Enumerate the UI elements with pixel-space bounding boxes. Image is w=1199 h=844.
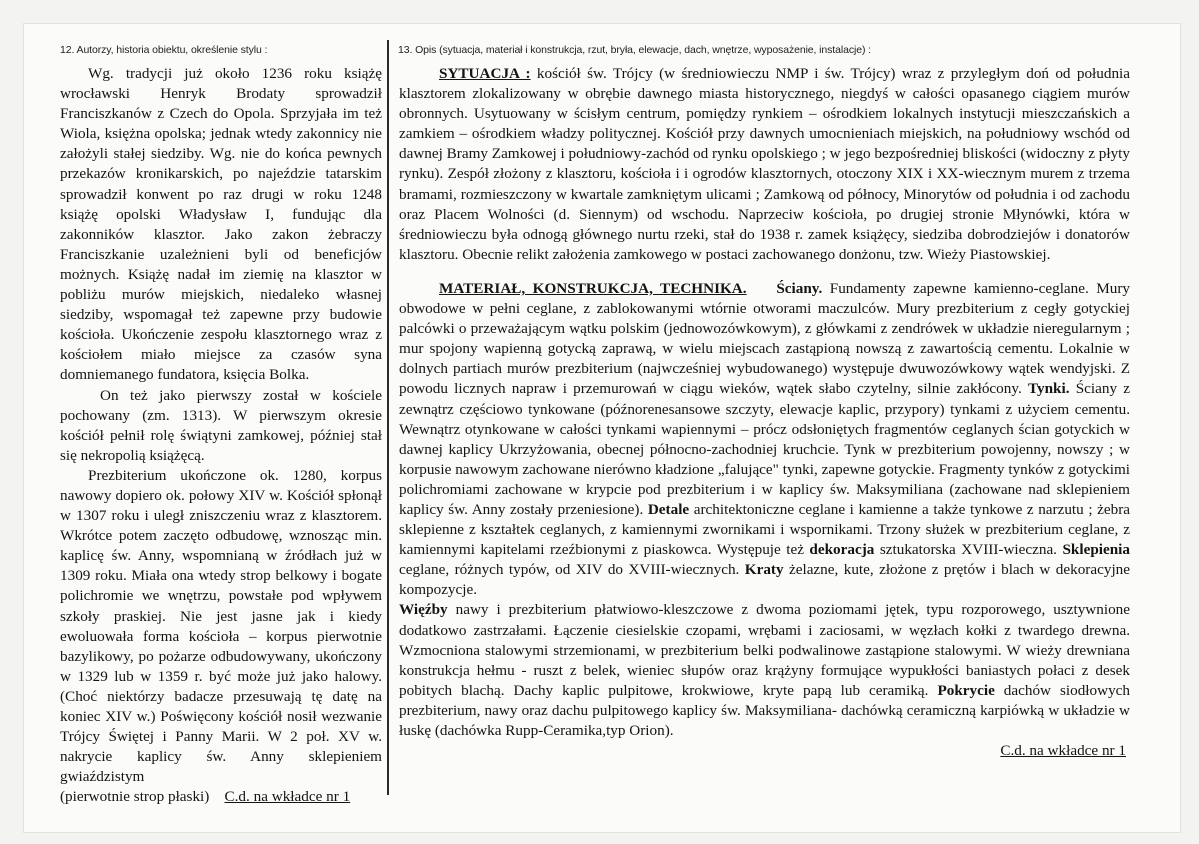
continued-line	[399, 741, 1130, 761]
continued-on-insert-link-right[interactable]: C.d. na wkładce nr 1	[1000, 742, 1126, 760]
history-paragraph-2: On też jako pierwszy został w kościele pochowany (zm. 1313). W pierwszym okresie kościół pełnił rolę świątyni zamkowej, później stał się nekropolią książęcą.	[60, 386, 382, 464]
situation-paragraph	[399, 64, 1130, 265]
roofing-keyword: Pokrycie	[937, 681, 995, 699]
vaults-text: ceglane, różnych typów, od XIV do XVIII-wiecznych.	[399, 561, 740, 579]
vaults-keyword: Sklepienia	[1062, 541, 1130, 559]
history-paragraph-3: Prezbiterium ukończone ok. 1280, korpus nawowy dopiero ok. połowy XIV w. Kościół spłonął w 1307 roku i uległ zniszczeniu wraz z klasztorem. Wkrótce potem zaczęto odbudowę, wznosząc min. kaplicę św. Anny, wspomnianą w źródłach już w 1309 roku. Miała ona wtedy strop belkowy i bogate polichromie we wnętrzu, powstałe pod wpływem szkoły praskiej. Nie jest jasne jak i kiedy ewoluowała forma kościoła – korpus pierwotnie bazylikowy, po pożarze odbudowywany, ukończony w 1329 lub w 1359 r. być może już jako halowy. (Choć niektórzy badacze przesuwają tę datę na koniec XIV w.) Poświęcony kościół nosił wezwanie Trójcy Świętej i Panny Marii. W 2 poł. XV w. nakrycie kaplicy św. Anny sklepieniem gwiaździstym	[60, 466, 382, 786]
history-paragraph-3-last-line	[60, 787, 382, 807]
history-last-text: (pierwotnie strop płaski)	[60, 788, 210, 806]
history-column	[60, 64, 382, 807]
plaster-keyword: Tynki.	[1027, 380, 1070, 398]
section-12-header: 12. Autorzy, historia obiektu, określenie stylu :	[60, 44, 268, 56]
plaster-text: Ściany z zewnątrz częściowo tynkowane (późnorenesansowe szczyty, elewacje kaplic, przypory) tynkami z użyciem cementu. Wewnątrz otynkowane w całości tynkami wapiennymi – prócz odsłoniętych fragmentów ceglanych ścian gotyckich w dawnej kaplicy Ukrzyżowania, obecnej północno-zachodniej kruchcie. Tynk w prezbiterium powojenny, nowszy ; w korpusie nawowym zachowane nierówno kładzione „falujące" tynki, zapewne gotyckie. Fragmenty tynków z gotyckimi polichromiami zachowane w krypcie pod prezbiterium i w kaplicy św. Maksymiliana (zachowane nad sklepieniem kaplicy św. Anny zostały przeniesione).	[399, 380, 1130, 518]
grilles-text: żelazne, kute, złożone z prętów i blach w dekoracyjne kompozycje.	[399, 561, 1130, 599]
description-column	[399, 64, 1130, 761]
trusses-text: nawy i prezbiterium płatwiowo-kleszczowe z dwoma poziomami jętek, typu rozporowego, usztywnione dodatkowo zastrzałami. Łączenie ciesielskie czopami, wrębami i zaciosami, w węzłach kołki z twardego drewna. Wzmocniona stalowymi strzemionami, w prezbiterium belki podwalinowe zastąpione stalowymi. W wieży drewniana konstrukcja hełmu - ruszt z belek, wieniec słupów oraz krążyny formujące wypukłości baniastych połaci z desek pobitych blachą. Dachy kaplic pulpitowe, krokwiowe, kryte papą lub ceramiką.	[399, 601, 1130, 699]
grilles-keyword: Kraty	[744, 561, 784, 579]
details-keyword: Detale	[647, 500, 690, 518]
continued-on-insert-link[interactable]: C.d. na wkładce nr 1	[224, 788, 351, 806]
walls-keyword: Ściany.	[776, 279, 823, 297]
walls-text: Fundamenty zapewne kamienno-ceglane. Mury obwodowe w pełni ceglane, z zablokowanymi wtórnie otworami maczulców. Mury prezbiterium z cegły gotyckiej palcówki o przeważającym wątku polskim (jednowozówkowym), z główkami z zendrówek w układzie nieregularnym ; mur spojony wapienną gotycką zaprawą, w wielu miejscach zastąpioną nowszą z zawartością cementu. Lokalnie w dolnych partiach murów prezbiterium (najwcześniej wybudowanego) występuje dwuwozówkowy wątek wendyjski. Z powodu licznych napraw i przemurowań w ciągu wieków, wątek słabo czytelny, silnie zakłócony.	[399, 279, 1130, 398]
roof-paragraph	[399, 600, 1130, 741]
decoration-keyword: dekoracja	[809, 541, 875, 559]
material-heading: MATERIAŁ, KONSTRUKCJA, TECHNIKA.	[439, 279, 747, 297]
trusses-keyword: Więźby	[399, 601, 448, 619]
decoration-text: sztukatorska XVIII-wieczna.	[874, 541, 1057, 559]
details-text: architektoniczne ceglane i kamienne a także tynkowe z narzutu ; żebra sklepienne z kształtek ceglanych, z kamiennymi zwornikami i wspornikami. Trzony służek w prezbiterium ceglane, z kamiennymi kapitelami rzeźbionymi z piaskowca. Występuje też	[399, 500, 1131, 559]
situation-heading: SYTUACJA :	[439, 65, 531, 82]
situation-text: kościół św. Trójcy (w średniowieczu NMP i św. Trójcy) wraz z przyległym doń od południa klasztorem zlokalizowany w obrębie dawnego miasta historycznego, niegdyś w całości opasanego ciągiem murów obronnych. Usytuowany w ścisłym centrum, pomiędzy rynkiem – ośrodkiem lokalnych instytucji mieszczańskich a zamkiem – ośrodkiem władzy politycznej. Kościół przy dawnych umocnieniach miejskich, na południowy wschód od dawnej Bramy Zamkowej i południowy-zachód od rynku opolskiego ; w jego bezpośredniej bliskości (widoczny z płyty rynku). Zespół złożony z klasztoru, kościoła i i ogrodów klasztornych, otoczony XIX i XX-wiecznym murem z trzema bramami, rozmieszczony w kwartale zamkniętym ulicami ; Zamkową od północy, Minorytów od południa i od zachodu oraz Placem Wolności (d. Siennym) od wschodu. Naprzeciw kościoła, po drugiej stronie Młynówki, która w średniowieczu była odnogą głównego nurtu rzeki, stał do 1938 r. zamek książęcy, siedziba dobrodziejów i donatorów klasztoru. Obecnie relikt założenia zamkowego w postaci zachowanego donżonu, tzw. Wieży Piastowskiej.	[399, 65, 1130, 263]
material-paragraph	[399, 279, 1130, 601]
roofing-text: dachów siodłowych prezbiterium, nawy oraz dachu pulpitowego kaplicy św. Maksymiliana- dachówką ceramiczną karpiówką w układzie w łuskę (dachówka Rupp-Ceramika,typ Orion).	[399, 681, 1131, 739]
history-paragraph-1: Wg. tradycji już około 1236 roku książę wrocławski Henryk Brodaty sprowadził Franciszkanów z Czech do Opola. Sprzyjała im też Wiola, księżna opolska; jednak wtedy zakonnicy nie założyli stałej siedziby. Wg. nie do końca pewnych przekazów kronikarskich, po najeździe tatarskim sprowadził konwent po raz drugi w roku 1248 książę opolski Władysław I, fundując dla zakonników klasztor. Jako zakon żebraczy Franciszkanie uzależnieni byli od beneficjów możnych. Książę nadał im ziemię na klasztor w pobliżu murów miejskich, niedaleko własnej siedziby, wspomagał też zapewne przy budowie kościoła. Ukończenie zespołu klasztornego wraz z kościołem miało miejsce za czasów syna domniemanego fundatora, księcia Bolka.	[60, 65, 382, 384]
column-divider	[387, 40, 389, 795]
section-13-header: 13. Opis (sytuacja, materiał i konstrukcja, rzut, bryła, elewacje, dach, wnętrze, wyposażenie, instalacje) :	[398, 44, 871, 56]
